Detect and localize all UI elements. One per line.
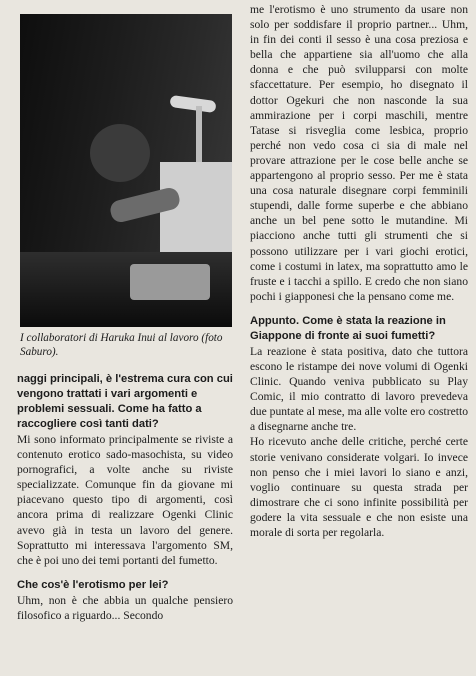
- question-1-continued: naggi principali, è l'estrema cura con cui vengono trattati i vari argomenti e problemi sessuali. Come ha fatto a raccogliere così tanti dati?: [17, 373, 233, 430]
- question-2: Che cos'è l'erotismo per lei?: [17, 578, 169, 591]
- right-column: [250, 2, 468, 540]
- photo: [20, 14, 232, 327]
- answer-3: La reazione è stata positiva, dato che tuttora escono le ristampe dei nove volumi di Ogenki Clinic. Quando veniva pubblicato su Play Comic, il mio contratto di lavoro prevedeva due puntate al mese, ma alle volte ero costretto a disegnarne anche tre.: [250, 344, 468, 434]
- desk-item: [130, 264, 210, 300]
- left-column-text: [17, 372, 233, 623]
- lamp-arm: [196, 106, 202, 166]
- answer-2-continued: me l'erotismo è uno strumento da usare non solo per soddisfare il proprio partner... Uhm, in fin dei conti il sesso è una cosa preziosa e bella che appartiene sia all'uomo che alla donna e che può svilupparsi con molte sfaccettature. Per esempio, ho disegnato il dottor Ogekuri che non nasconde la sua ammirazione per i corpi maschili, mentre Tatase si risveglia come lesbica, proprio perché non vedo cosa ci sia di male nel provare attrazione per le cose belle anche se appartengono al proprio sesso. Per me è stata una cosa naturale disegnare corpi femminili stupendi, dalle forme superbe e che abbiano anche un bel pene sotto le mutandine. Mi piacciono anche tutti gli strumenti che si possono utilizzare per i vari giochi erotici, come i costumi in latex, ma soprattutto amo le fruste e i tacchi a spillo. E credo che non siano pochi i giapponesi che la pensano come me.: [250, 3, 468, 303]
- answer-3-continued: Ho ricevuto anche delle critiche, perché certe storie venivano considerate volgari. Io invece non penso che i miei lavori lo siano e anzi, voglio continuare su questa strada per dimostrare che ci sono infinite possibilità per godere la vita sessuale e che non esiste una morale di sorta per regolarla.: [250, 435, 468, 539]
- drawing-paper: [160, 162, 232, 262]
- artist-head: [90, 124, 150, 182]
- answer-1: Mi sono informato principalmente se riviste a contenuto erotico sado-masochista, su video pornografici, a volte anche su riviste specializzate. Comunque fin da giovane mi piacevano questo tipo di argomenti, così ancora prima di realizzare Ogenki Clinic avevo già in testa un lavoro del genere. Soprattutto mi interessava l'argomento SM, che è poi uno dei temi portanti del fumetto.: [17, 433, 233, 567]
- question-3: Appunto. Come è stata la reazione in Giappone di fronte ai suoi fumetti?: [250, 314, 446, 342]
- answer-2: Uhm, non è che abbia un qualche pensiero filosofico a riguardo... Secondo: [17, 593, 233, 622]
- photo-caption: I collaboratori di Haruka Inui al lavoro (foto Saburo).: [20, 332, 223, 358]
